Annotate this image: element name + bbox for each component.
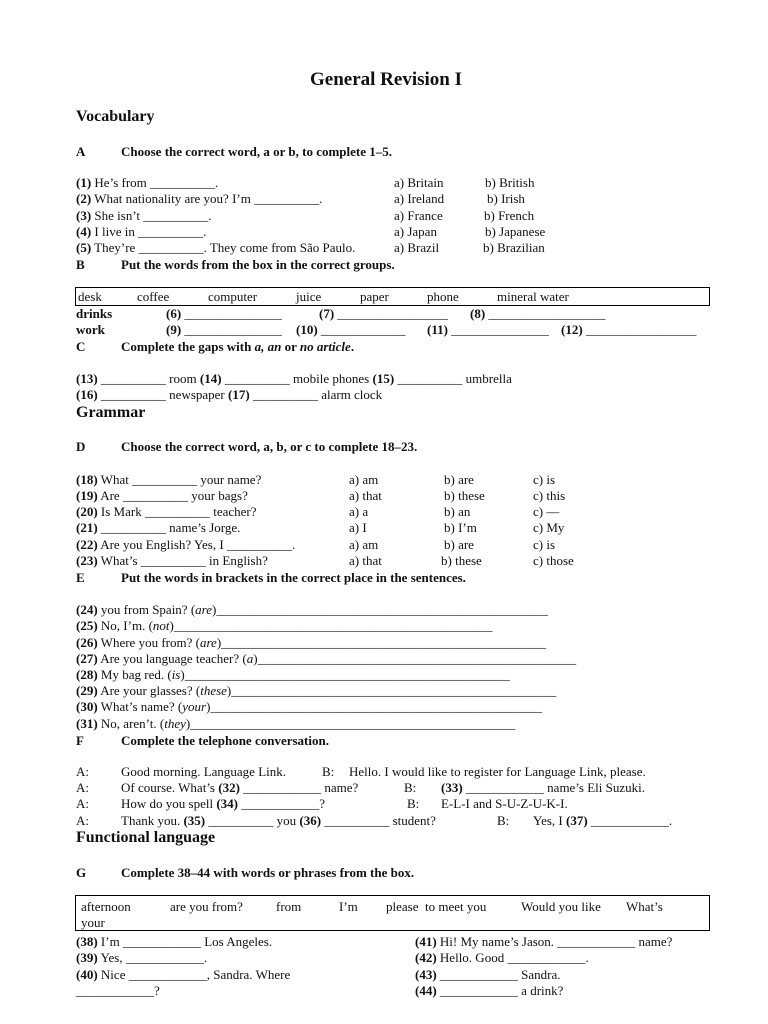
sentence-row: (29) Are your glasses? (these)__________________________________________________ — [76, 683, 557, 698]
option-a: a) Japan — [394, 224, 437, 239]
option-b: b) Brazilian — [483, 240, 545, 255]
exercise-letter-a: A — [76, 144, 86, 159]
question-row: (18) What __________ your name? — [76, 472, 262, 487]
question-row: (20) Is Mark __________ teacher? — [76, 504, 257, 519]
dialogue-line: Good morning. Language Link. — [121, 764, 286, 779]
section-heading-grammar: Grammar — [76, 404, 146, 421]
question-row: (44) ____________ a drink? — [415, 983, 564, 998]
exercise-letter-c: C — [76, 339, 86, 354]
option-a: a) Britain — [394, 175, 444, 190]
question-row: (2) What nationality are you? I’m __________. — [76, 191, 323, 206]
question-row: (41) Hi! My name’s Jason. ____________ name? — [415, 934, 673, 949]
question-row: (3) She isn’t __________. — [76, 208, 212, 223]
box-word: desk — [78, 289, 102, 304]
question-row: (1) He’s from __________. — [76, 175, 219, 190]
option-b: b) I’m — [444, 520, 477, 535]
option-c: c) — — [533, 504, 560, 519]
exercise-letter-d: D — [76, 439, 86, 454]
box-phrase: What’s — [626, 899, 663, 914]
box-word: coffee — [137, 289, 170, 304]
option-b: b) Japanese — [485, 224, 546, 239]
box-phrase: your — [81, 915, 105, 930]
gap-8: (8) __________________ — [470, 306, 606, 321]
option-a: a) a — [349, 504, 369, 519]
word-box — [75, 287, 710, 306]
option-c: c) this — [533, 488, 566, 503]
question-row: (22) Are you English? Yes, I __________. — [76, 537, 296, 552]
option-b: b) British — [485, 175, 535, 190]
dialogue-line: (33) ____________ name’s Eli Suzuki. — [441, 780, 646, 795]
box-phrase: please to meet you — [386, 899, 487, 914]
exercise-letter-b: B — [76, 257, 85, 272]
gap-11: (11) _______________ — [427, 322, 549, 337]
question-row: ____________? — [76, 983, 160, 998]
option-b: b) an — [444, 504, 471, 519]
question-row: (43) ____________ Sandra. — [415, 967, 561, 982]
box-phrase: afternoon — [81, 899, 131, 914]
option-a: a) Ireland — [394, 191, 445, 206]
speaker-label: B: — [404, 780, 417, 795]
dialogue-line: How do you spell (34) ____________? — [121, 796, 326, 811]
option-b: b) these — [444, 488, 485, 503]
group-label-work: work — [76, 322, 105, 337]
exercise-e-instruction: Put the words in brackets in the correct place in the sentences. — [121, 570, 466, 585]
option-b: b) are — [444, 472, 474, 487]
option-a: a) that — [349, 488, 382, 503]
sentence-row: (28) My bag red. (is)__________________________________________________ — [76, 667, 510, 682]
question-row: (5) They’re __________. They come from São Paulo. — [76, 240, 356, 255]
sentence-row: (27) Are you language teacher? (a)_________________________________________________ — [76, 651, 577, 666]
option-a: a) France — [394, 208, 443, 223]
gap-7: (7) _________________ — [319, 306, 448, 321]
dialogue-line: Of course. What’s (32) ____________ name? — [121, 780, 359, 795]
exercise-c-instruction: Complete the gaps with a, an or no article. — [121, 339, 355, 354]
dialogue-line: E-L-I and S-U-Z-U-K-I. — [441, 796, 568, 811]
box-phrase: are you from? — [170, 899, 243, 914]
question-row: (21) __________ name’s Jorge. — [76, 520, 241, 535]
article-row-1: (13) __________ room (14) __________ mobile phones (15) __________ umbrella — [76, 371, 512, 386]
exercise-letter-e: E — [76, 570, 85, 585]
box-word: juice — [296, 289, 322, 304]
gap-6: (6) _______________ — [166, 306, 282, 321]
question-row: (38) I’m ____________ Los Angeles. — [76, 934, 273, 949]
question-row: (42) Hello. Good ____________. — [415, 950, 589, 965]
gap-12: (12) _________________ — [561, 322, 697, 337]
box-phrase: I’m — [339, 899, 358, 914]
box-word: paper — [360, 289, 389, 304]
exercise-g-instruction: Complete 38–44 with words or phrases from the box. — [121, 865, 415, 880]
speaker-label: B: — [322, 764, 335, 779]
dialogue-line: Yes, I (37) ____________. — [533, 813, 673, 828]
option-b: b) these — [441, 553, 482, 568]
speaker-label: A: — [76, 780, 89, 795]
speaker-label: A: — [76, 796, 89, 811]
option-b: b) French — [484, 208, 535, 223]
speaker-label: B: — [497, 813, 510, 828]
section-heading-functional-language: Functional language — [76, 829, 216, 846]
option-a: a) am — [349, 537, 379, 552]
speaker-label: B: — [407, 796, 420, 811]
exercise-a-instruction: Choose the correct word, a or b, to complete 1–5. — [121, 144, 393, 159]
question-row: (40) Nice ____________, Sandra. Where — [76, 967, 291, 982]
option-c: c) is — [533, 472, 556, 487]
gap-9: (9) _______________ — [166, 322, 282, 337]
sentence-row: (25) No, I’m. (not)_________________________________________________ — [76, 618, 493, 633]
exercise-letter-f: F — [76, 733, 84, 748]
article-row-2: (16) __________ newspaper (17) __________ alarm clock — [76, 387, 383, 402]
dialogue-line: Thank you. (35) __________ you (36) __________ student? — [121, 813, 436, 828]
sentence-row: (26) Where you from? (are)__________________________________________________ — [76, 635, 547, 650]
option-b: b) are — [444, 537, 474, 552]
question-row: (23) What’s __________ in English? — [76, 553, 268, 568]
exercise-f-instruction: Complete the telephone conversation. — [121, 733, 329, 748]
exercise-b-instruction: Put the words from the box in the correct groups. — [121, 257, 395, 272]
page-title: General Revision I — [310, 69, 462, 90]
speaker-label: A: — [76, 813, 89, 828]
exercise-letter-g: G — [76, 865, 87, 880]
option-a: a) I — [349, 520, 367, 535]
box-phrase: from — [276, 899, 302, 914]
option-c: c) My — [533, 520, 565, 535]
gap-10: (10) _____________ — [296, 322, 406, 337]
question-row: (4) I live in __________. — [76, 224, 207, 239]
option-a: a) that — [349, 553, 382, 568]
question-row: (39) Yes, ____________. — [76, 950, 208, 965]
speaker-label: A: — [76, 764, 89, 779]
option-b: b) Irish — [487, 191, 525, 206]
option-c: c) is — [533, 537, 556, 552]
option-a: a) Brazil — [394, 240, 440, 255]
option-a: a) am — [349, 472, 379, 487]
box-word: phone — [427, 289, 459, 304]
option-c: c) those — [533, 553, 574, 568]
section-heading-vocabulary: Vocabulary — [76, 108, 155, 125]
question-row: (19) Are __________ your bags? — [76, 488, 248, 503]
box-word: mineral water — [497, 289, 569, 304]
sentence-row: (24) you from Spain? (are)___________________________________________________ — [76, 602, 548, 617]
dialogue-line: Hello. I would like to register for Language Link, please. — [349, 764, 646, 779]
sentence-row: (30) What’s name? (your)___________________________________________________ — [76, 699, 542, 714]
sentence-row: (31) No, aren’t. (they)__________________________________________________ — [76, 716, 516, 731]
group-label-drinks: drinks — [76, 306, 113, 321]
box-phrase: Would you like — [521, 899, 601, 914]
exercise-d-instruction: Choose the correct word, a, b, or c to complete 18–23. — [121, 439, 418, 454]
box-word: computer — [208, 289, 258, 304]
